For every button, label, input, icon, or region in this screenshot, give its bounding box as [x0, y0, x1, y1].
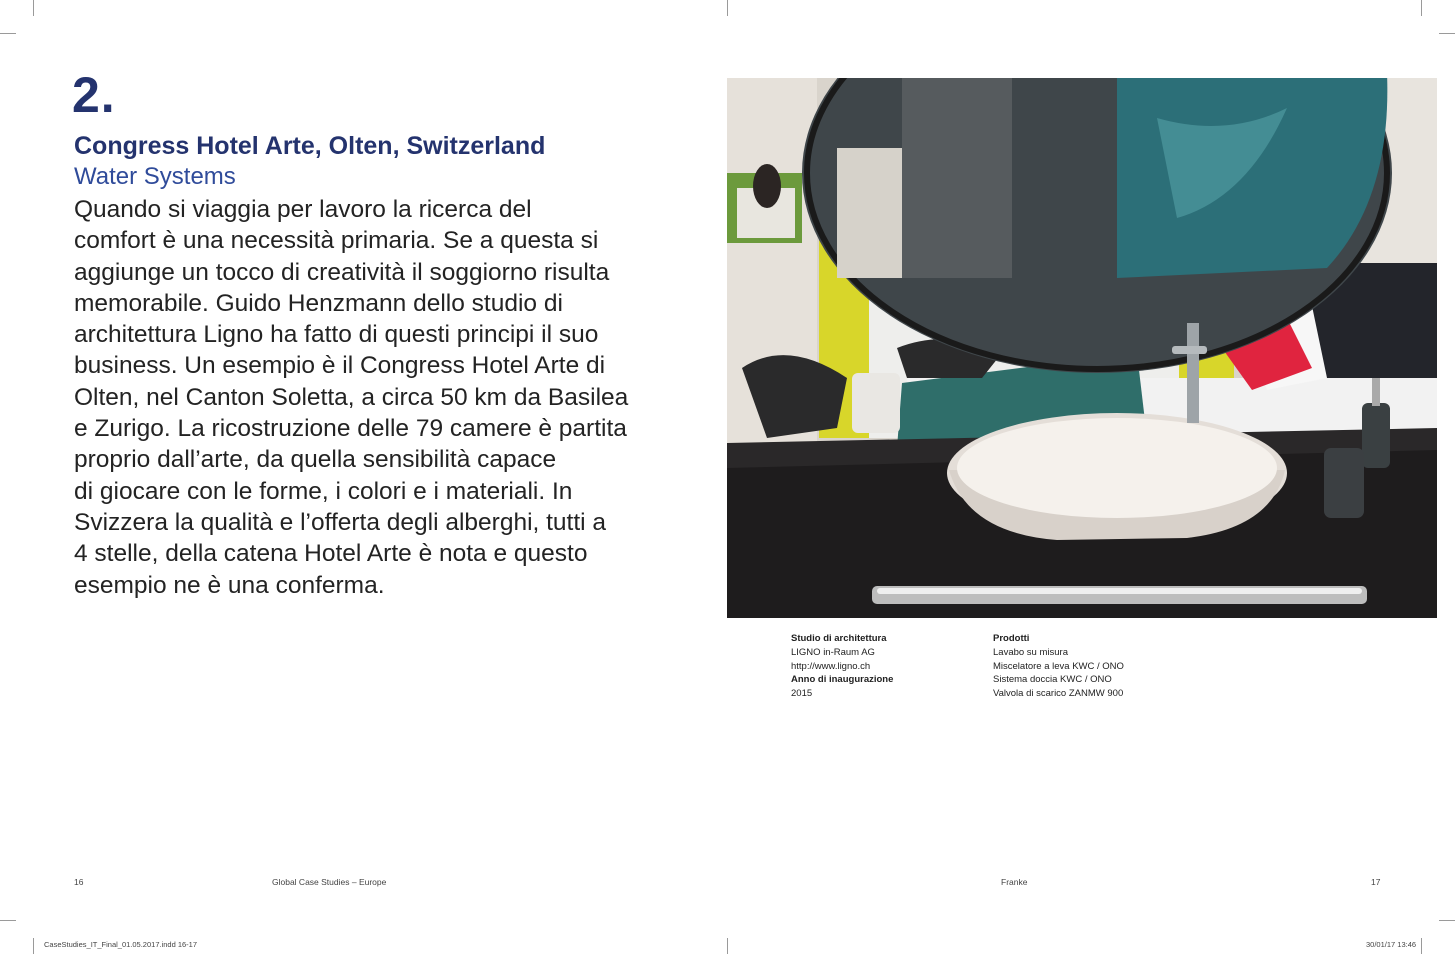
crop-mark [727, 938, 728, 954]
info-value: Lavabo su misura [993, 646, 1068, 658]
tumbler [1324, 448, 1364, 518]
info-value: LIGNO in-Raum AG [791, 646, 875, 658]
body-line: di giocare con le forme, i colori e i materiali. In [74, 477, 573, 505]
hotel-room-photo [727, 78, 1437, 618]
section-number: 2. [72, 67, 116, 123]
info-label: Anno di inaugurazione [791, 674, 894, 686]
info-label: Prodotti [993, 633, 1030, 644]
info-value: 2015 [791, 688, 813, 700]
case-study-subtitle: Water Systems [74, 163, 236, 190]
crop-mark [0, 33, 16, 34]
project-info [791, 632, 893, 701]
body-line: proprio dall’arte, da quella sensibilità capace [74, 446, 557, 474]
body-line: memorabile. Guido Henzmann dello studio di [74, 289, 563, 317]
crop-mark [1439, 920, 1455, 921]
sculpture [753, 164, 781, 208]
slug-filename: CaseStudies_IT_Final_01.05.2017.indd 16-17 [44, 940, 198, 949]
body-line: Olten, nel Canton Soletta, a circa 50 km da Basilea [74, 383, 629, 411]
right-running-title: Franke [1001, 877, 1028, 887]
body-line: architettura Ligno ha fatto di questi principi il suo [74, 321, 599, 349]
body-line: aggiunge un tocco di creatività il soggiorno risulta [74, 258, 610, 286]
body-line: business. Un esempio è il Congress Hotel Arte di [74, 352, 606, 380]
crop-mark [1439, 33, 1455, 34]
body-line: esempio ne è una conferma. [74, 571, 385, 599]
info-label: Studio di architettura [791, 633, 887, 644]
body-line: Svizzera la qualità e l’offerta degli alberghi, tutti a [74, 508, 607, 536]
crop-mark [727, 0, 728, 16]
info-value: Sistema doccia KWC / ONO [993, 674, 1112, 686]
info-value: http://www.ligno.ch [791, 660, 871, 672]
left-running-title: Global Case Studies – Europe [272, 877, 387, 887]
left-page-number: 16 [74, 877, 84, 887]
info-value: Miscelatore a leva KWC / ONO [993, 660, 1124, 672]
crop-mark [33, 0, 34, 16]
body-line: e Zurigo. La ricostruzione delle 79 camere è partita [74, 415, 627, 443]
products-info [993, 632, 1124, 701]
info-value: Valvola di scarico ZANMW 900 [993, 688, 1124, 700]
soap-dispenser [1362, 403, 1390, 468]
faucet [1187, 323, 1199, 423]
body-paragraph [74, 194, 644, 601]
body-line: Quando si viaggia per lavoro la ricerca del [74, 196, 532, 223]
right-page-number: 17 [1371, 877, 1381, 887]
crop-mark [33, 938, 34, 954]
body-line: 4 stelle, della catena Hotel Arte è nota e questo [74, 540, 588, 568]
case-study-title: Congress Hotel Arte, Olten, Switzerland [74, 132, 546, 160]
body-line: comfort è una necessità primaria. Se a questa si [74, 227, 599, 255]
crop-mark [0, 920, 16, 921]
slug-datetime: 30/01/17 13:46 [1366, 940, 1417, 949]
crop-mark [1421, 0, 1422, 16]
crop-mark [1421, 938, 1422, 954]
